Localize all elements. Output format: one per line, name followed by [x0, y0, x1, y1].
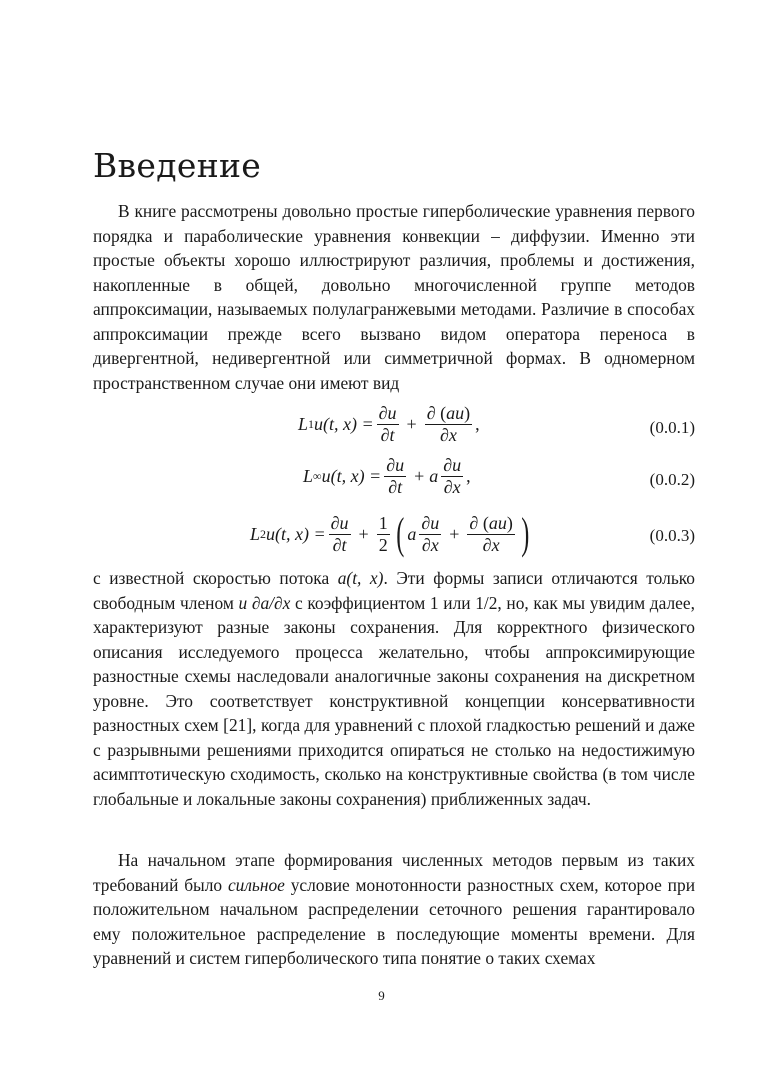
equation-body: L ∞ u(t, x) = $\frac{\partial u}{\partial t}$ + a $\frac{\partial u}{\partial x}$ , [303, 455, 471, 497]
equation-number: (0.0.3) [649, 526, 695, 545]
paragraph-monotonicity: На начальном этапе формирования численных методов первым из таких требований было сильное условие монотонности разностных схем, которое при положительном начальном распределении сеточного решения гарантировало ему положительное распределение в последующие моменты времени. Для уравнений и систем гиперболического типа понятие о таких схемах [93, 850, 695, 968]
equation-body: L 2 u(t, x) = $\frac{\partial u}{\partial t}$ + $\frac{1}{2}$ ( a $\frac{\partial u}{\partial x}$ + $\frac{\partial (au)}{\partial x}$ ) [250, 509, 530, 558]
equation-0-0-2 [93, 456, 695, 506]
equation-number: (0.0.1) [649, 418, 695, 437]
paragraph-intro: В книге рассмотрены довольно простые гиперболические уравнения первого порядка и параболические уравнения конвекции – диффузии. Именно эти простые объекты хорошо иллюстрируют различия, проблемы и достижения, накопленные в общей, довольно многочисленной группе методов аппроксимации, называемых полулагранжевыми методами. Различие в способах аппроксимации прежде всего вызвано видом оператора переноса в дивергентной, недивергентной или симметричной формах. В одномерном пространственном случае они имеют вид [93, 201, 695, 393]
equation-body: L 1 u(t, x) = $\frac{\partial u}{\partial t}$ + $\frac{\partial (au)}{\partial x}$ , [298, 403, 480, 445]
page-number: 9 [378, 988, 385, 1003]
paragraph-conservation: с известной скоростью потока a(t, x). Эти формы записи отличаются только свободным членом u ∂a/∂x с коэффициентом 1 или 1/2, но, как мы увидим далее, характеризуют разные законы сохранения. Для корректного физического описания исследуемого процесса желательно, чтобы аппроксимирующие разностные схемы наследовали аналогичные законы сохранения на дискретном уровне. Это соответствует конструктивной концепции консервативности разностных схем [21], когда для уравнений с плохой гладкостью решений и даже с разрывными решениями приходится опираться не столько на недостижимую асимптотическую сходимость, сколько на конструктивные свойства (в том числе глобальные и локальные законы сохранения) приближенных задач. [93, 568, 696, 809]
equation-0-0-3 [93, 509, 695, 562]
section-heading: Введение [93, 146, 262, 186]
equation-number: (0.0.2) [649, 470, 695, 489]
equation-0-0-1 [93, 404, 695, 454]
